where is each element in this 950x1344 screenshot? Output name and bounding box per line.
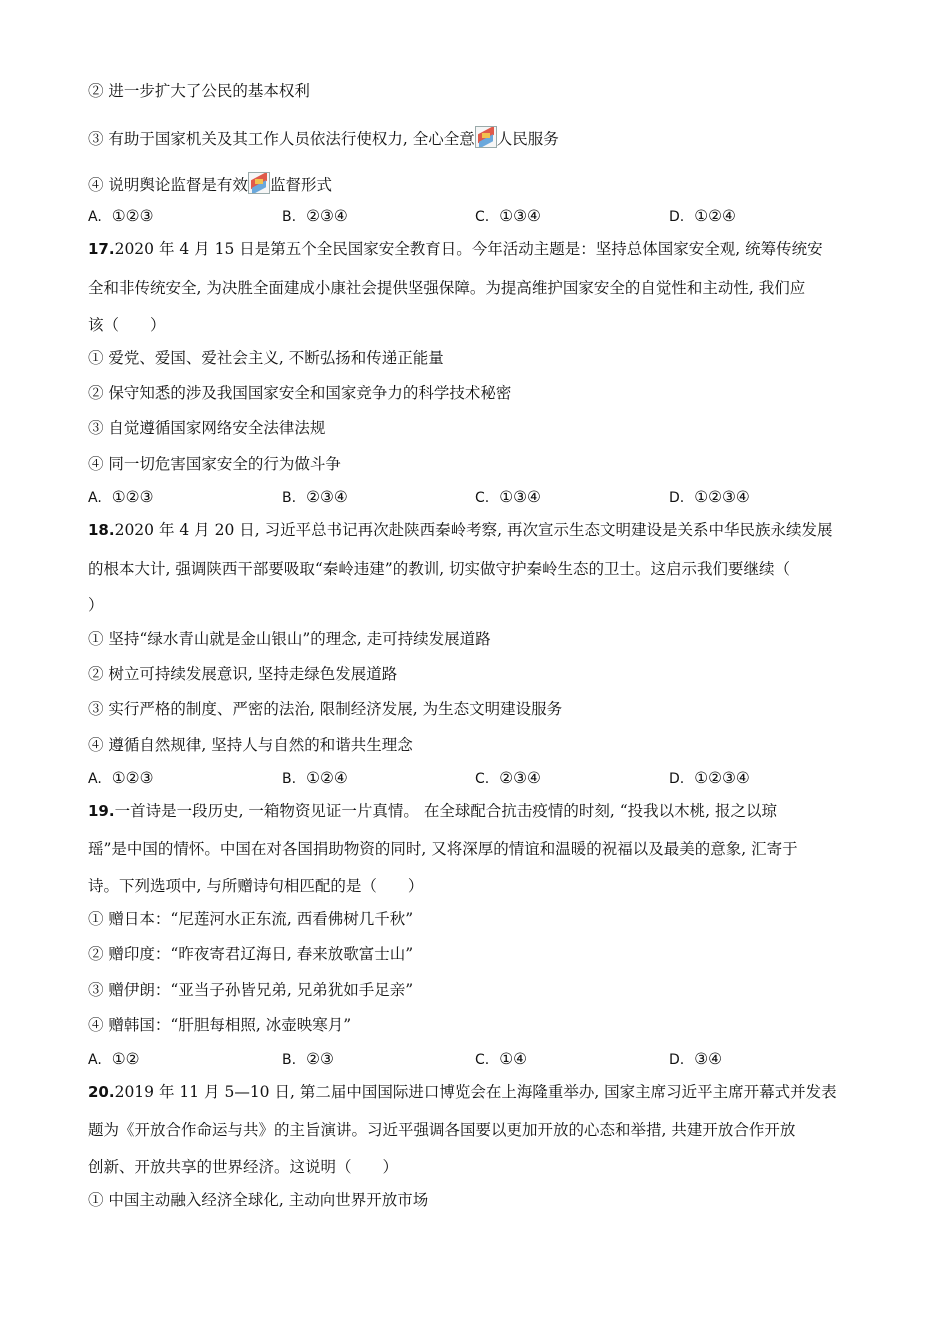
- option-c: C. ②③④: [475, 769, 541, 787]
- q16-item-2: ② 进一步扩大了公民的基本权利: [88, 82, 310, 100]
- q19-item-2: ② 赠印度：“昨夜寄君辽海日, 春来放歌富士山”: [88, 945, 414, 963]
- q18-stem-line-2: 的根本大计, 强调陕西干部要吸取“秦岭违建”的教训, 切实做守护秦岭生态的卫士。这启示我们要继续（: [88, 560, 791, 578]
- option-b: B. ②③④: [282, 488, 348, 506]
- q16-item-3-text-b: 人民服务: [496, 130, 559, 148]
- q18-stem-line-3: ）: [88, 596, 104, 614]
- q18-stem-line-1: 18.2020 年 4 月 20 日, 习近平总书记再次赴陕西秦岭考察, 再次宣示生态文明建设是关系中华民族永续发展: [88, 521, 833, 539]
- q20-stem-line-1: 20.2019 年 11 月 5—10 日, 第二届中国国际进口博览会在上海隆重举办, 国家主席习近平主席开幕式并发表: [88, 1083, 837, 1101]
- question-number: 17.: [88, 240, 115, 258]
- q19-options: [88, 1049, 868, 1069]
- q19-item-3: ③ 赠伊朗：“亚当子孙皆兄弟, 兄弟犹如手足亲”: [88, 981, 414, 999]
- option-b: B. ①②④: [282, 769, 348, 787]
- q17-item-3: ③ 自觉遵循国家网络安全法律法规: [88, 419, 326, 437]
- option-a: A. ①②: [88, 1050, 140, 1068]
- option-a: A. ①②③: [88, 488, 154, 506]
- q17-options: [88, 487, 868, 507]
- question-number: 18.: [88, 521, 115, 539]
- q19-item-4: ④ 赠韩国：“肝胆每相照, 冰壶映寒月”: [88, 1016, 352, 1034]
- q20-stem-line-2: 题为《开放合作命运与共》的主旨演讲。习近平强调各国要以更加开放的心态和举措, 共建开放合作开放: [88, 1121, 796, 1139]
- q16-item-3-text-a: ③ 有助于国家机关及其工作人员依法行使权力, 全心全意: [88, 130, 475, 148]
- q18-item-3: ③ 实行严格的制度、严密的法治, 限制经济发展, 为生态文明建设服务: [88, 700, 563, 718]
- q19-stem-line-3: 诗。下列选项中, 与所赠诗句相匹配的是（ ）: [88, 877, 424, 895]
- q16-options: [88, 206, 868, 226]
- broken-image-icon: [475, 126, 497, 148]
- option-c: C. ①③④: [475, 488, 541, 506]
- option-a: A. ①②③: [88, 769, 154, 787]
- q17-stem-line-2: 全和非传统安全, 为决胜全面建成小康社会提供坚强保障。为提高维护国家安全的自觉性和主动性, 我们应: [88, 279, 806, 297]
- q18-item-2: ② 树立可持续发展意识, 坚持走绿色发展道路: [88, 665, 398, 683]
- q17-item-2: ② 保守知悉的涉及我国国家安全和国家竞争力的科学技术秘密: [88, 384, 512, 402]
- q18-options: [88, 768, 868, 788]
- question-number: 20.: [88, 1083, 115, 1101]
- q17-item-4: ④ 同一切危害国家安全的行为做斗争: [88, 455, 341, 473]
- q17-item-1: ① 爱党、爱国、爱社会主义, 不断弘扬和传递正能量: [88, 349, 444, 367]
- option-c: C. ①③④: [475, 207, 541, 225]
- q19-item-1: ① 赠日本：“尼莲河水正东流, 西看佛树几千秋”: [88, 910, 414, 928]
- q17-stem-line-1: 17.2020 年 4 月 15 日是第五个全民国家安全教育日。今年活动主题是：坚持总体国家安全观, 统筹传统安: [88, 240, 823, 258]
- option-d: D. ①②③④: [669, 488, 750, 506]
- option-a: A. ①②③: [88, 207, 154, 225]
- option-d: D. ①②③④: [669, 769, 750, 787]
- option-b: B. ②③④: [282, 207, 348, 225]
- q19-stem-line-1: 19.一首诗是一段历史, 一箱物资见证一片真情。 在全球配合抗击疫情的时刻, “投我以木桃, 报之以琼: [88, 802, 777, 820]
- q16-item-3: [88, 126, 559, 149]
- option-d: D. ③④: [669, 1050, 723, 1068]
- q19-stem-line-2: 瑶”是中国的情怀。中国在对各国捐助物资的同时, 又将深厚的情谊和温暖的祝福以及最美的意象, 汇寄于: [88, 840, 798, 858]
- option-c: C. ①④: [475, 1050, 528, 1068]
- q16-item-4-text-b: 监督形式: [269, 176, 332, 194]
- q16-item-4-text-a: ④ 说明舆论监督是有效: [88, 176, 248, 194]
- q16-item-4: [88, 172, 332, 195]
- q17-stem-line-3: 该（ ）: [88, 316, 166, 334]
- option-b: B. ②③: [282, 1050, 334, 1068]
- q18-item-4: ④ 遵循自然规律, 坚持人与自然的和谐共生理念: [88, 736, 413, 754]
- q18-item-1: ① 坚持“绿水青山就是金山银山”的理念, 走可持续发展道路: [88, 630, 491, 648]
- q20-item-1: ① 中国主动融入经济全球化, 主动向世界开放市场: [88, 1191, 429, 1209]
- option-d: D. ①②④: [669, 207, 736, 225]
- q20-stem-line-3: 创新、开放共享的世界经济。这说明（ ）: [88, 1158, 399, 1176]
- question-number: 19.: [88, 802, 115, 820]
- broken-image-icon: [248, 172, 270, 194]
